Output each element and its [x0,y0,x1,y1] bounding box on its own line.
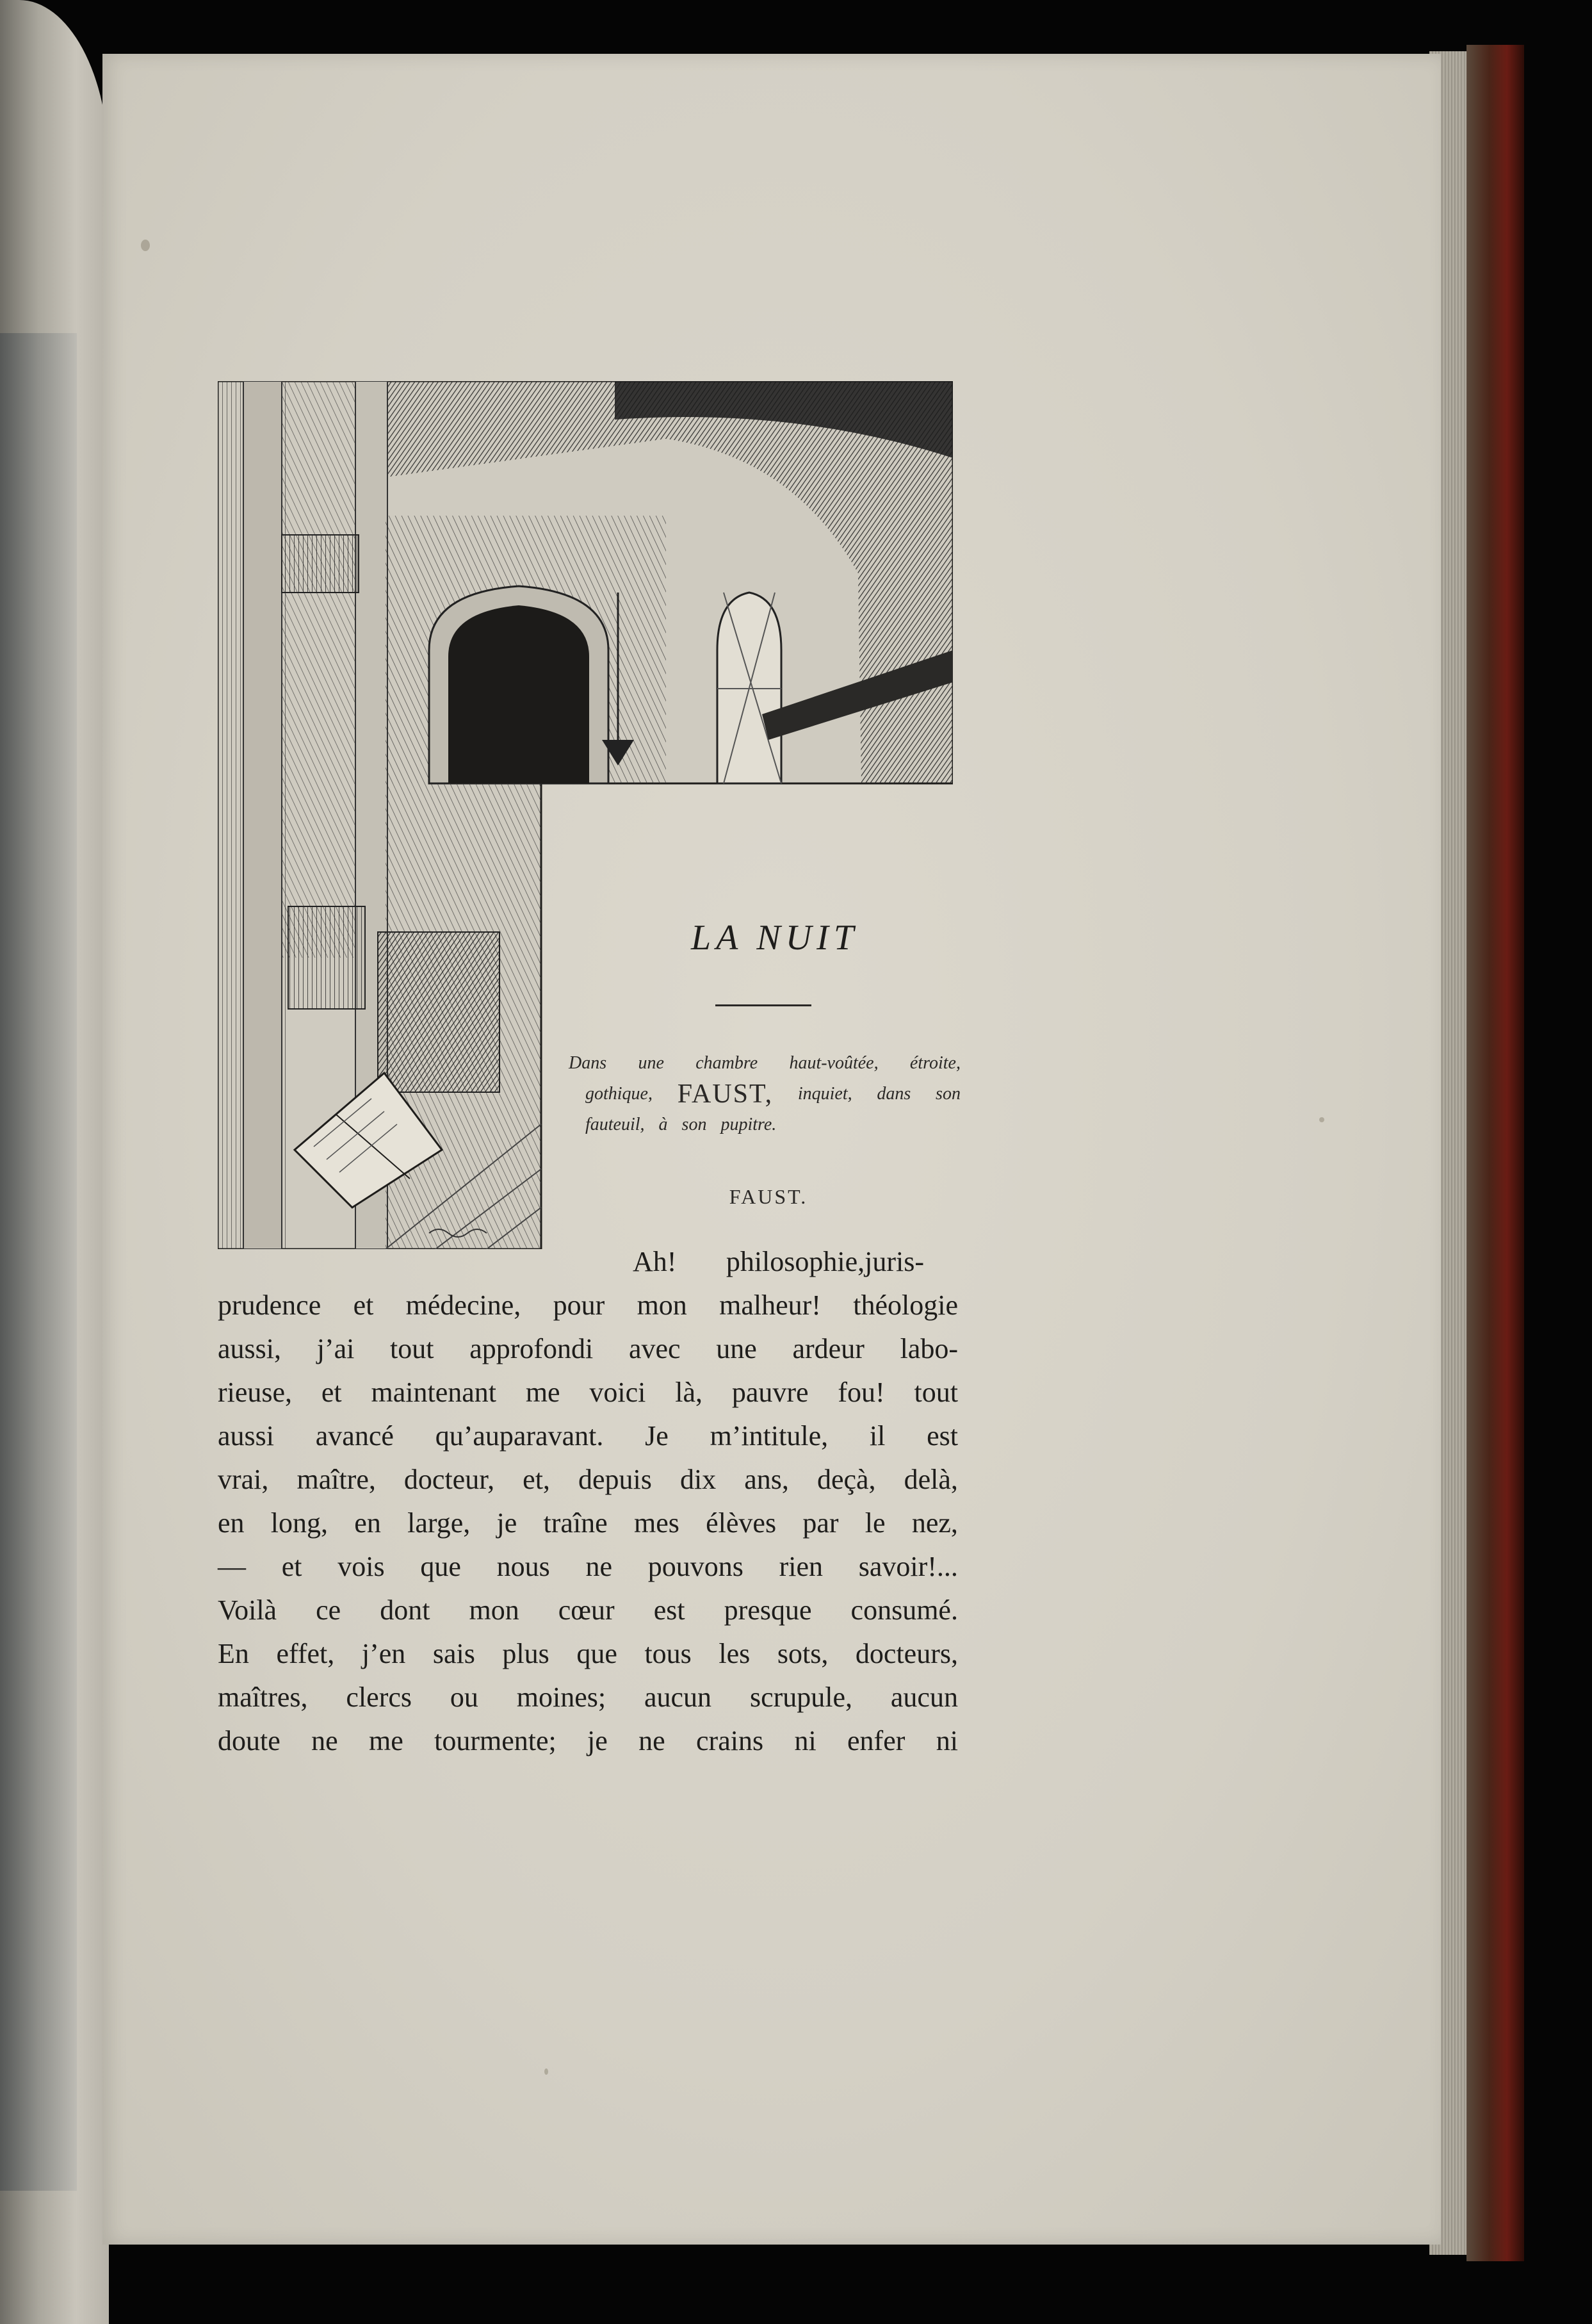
word: moines; [516,1682,606,1713]
text-line [218,1719,958,1763]
word: scrupule, [749,1682,853,1713]
word: dont [380,1594,430,1626]
word: sais [432,1638,475,1669]
word: — [218,1551,246,1582]
word: fou! [838,1377,885,1408]
word: me [368,1725,403,1756]
word: avec [628,1333,681,1364]
word: là, [675,1377,703,1408]
text-line [218,1632,958,1676]
word: tout [390,1333,434,1364]
word: je [587,1725,608,1756]
word: j’ai [316,1333,355,1364]
stage-word: inquiet, [797,1084,852,1104]
text-line [218,1414,958,1458]
paper-spot [544,2068,548,2075]
stage-direction-line [569,1109,961,1140]
word: nez, [911,1507,958,1539]
stage-direction-line [569,1048,961,1079]
body-text [218,1240,958,1763]
word: traîne [543,1507,608,1539]
word: pour [553,1289,605,1321]
word: tout [914,1377,958,1408]
word: vois [337,1551,385,1582]
word: savoir!... [858,1551,958,1582]
word: ardeur [792,1333,865,1364]
word: enfer [847,1725,906,1756]
word: en [354,1507,381,1539]
text-line-content [218,1719,958,1763]
left-page-shadow [0,333,77,2191]
word: doute [218,1725,280,1756]
word: prudence [218,1289,321,1321]
word: j’en [361,1638,406,1669]
word: par [802,1507,839,1539]
word: Je [645,1420,669,1452]
word: depuis [578,1464,652,1495]
word: large, [407,1507,471,1539]
text-line-content [218,1458,958,1502]
stage-direction [569,1048,961,1140]
chapter-title: LA NUIT [691,918,859,958]
word: consumé. [850,1594,958,1626]
word: ce [316,1594,341,1626]
word: aussi, [218,1333,281,1364]
word: deçà, [816,1464,876,1495]
word: approfondi [469,1333,594,1364]
stage-word: fauteuil, [585,1115,645,1134]
word: que [576,1638,617,1669]
paper-spot [1319,1117,1324,1122]
word: me [525,1377,560,1408]
word: et [353,1289,374,1321]
word: En [218,1638,249,1669]
word: avancé [315,1420,394,1452]
word: qu’auparavant. [435,1420,604,1452]
word: docteurs, [855,1638,958,1669]
word: tous [644,1638,692,1669]
word: labo- [900,1333,958,1364]
stage-word: dans [877,1084,911,1104]
text-line [218,1240,958,1284]
word: mes [633,1507,679,1539]
word: malheur! [719,1289,821,1321]
word: que [420,1551,461,1582]
word: ni [794,1725,816,1756]
word: long, [270,1507,329,1539]
word: maîtres, [218,1682,308,1713]
text-line [218,1284,958,1327]
word: en [218,1507,245,1539]
text-line [218,1371,958,1414]
word: mon [637,1289,687,1321]
word: rieuse, [218,1377,293,1408]
stage-word: étroite, [909,1053,961,1073]
word: sots, [777,1638,829,1669]
word: est [653,1594,685,1626]
text-line [218,1458,958,1502]
text-line-content [218,1676,958,1719]
word: ne [311,1725,338,1756]
word: élèves [706,1507,777,1539]
word: le [865,1507,886,1539]
paper-spot [141,240,150,251]
text-line-content [218,1589,958,1632]
word: les [719,1638,751,1669]
text-line-content [218,1284,958,1327]
word: et, [523,1464,550,1495]
word: aucun [644,1682,712,1713]
stage-word: son [936,1084,961,1104]
word: juris- [865,1246,925,1277]
word: tourmente; [434,1725,556,1756]
word: pauvre [731,1377,809,1408]
stage-word: pupitre. [720,1115,777,1134]
word: m’intitule, [710,1420,829,1452]
word: médecine, [405,1289,521,1321]
word: effet, [276,1638,335,1669]
text-line [218,1589,958,1632]
stage-direction-line [569,1079,961,1109]
stage-word: son [681,1115,707,1134]
text-line [218,1502,958,1545]
speaker-label: FAUST. [729,1185,808,1208]
book-spine [1466,45,1524,2261]
word: nous [496,1551,550,1582]
word: docteur, [403,1464,495,1495]
text-line-content [218,1545,958,1589]
word: maintenant [371,1377,496,1408]
word: théologie [853,1289,958,1321]
text-line [218,1676,958,1719]
stage-word: Dans [569,1053,607,1073]
word: dix [679,1464,717,1495]
word: plus [502,1638,549,1669]
word: delà, [904,1464,958,1495]
word: cœur [558,1594,615,1626]
title-rule [715,1004,811,1006]
word: une [716,1333,757,1364]
word: vrai, [218,1464,269,1495]
text-line-content [633,1240,958,1284]
word: presque [724,1594,812,1626]
word: et [321,1377,342,1408]
word: ou [450,1682,478,1713]
text-line-content [218,1371,958,1414]
word: je [496,1507,517,1539]
text-line-content [218,1414,958,1458]
stage-word: chambre [695,1053,758,1073]
word: voici [589,1377,646,1408]
word: pouvons [647,1551,743,1582]
word: est [927,1420,958,1452]
word: ni [936,1725,958,1756]
text-line-content [218,1632,958,1676]
text-line-content [218,1502,958,1545]
word: aussi [218,1420,274,1452]
word: Voilà [218,1594,277,1626]
text-line [218,1545,958,1589]
word: rien [779,1551,823,1582]
word: philosophie, [726,1246,865,1277]
word: clercs [346,1682,412,1713]
word: ne [638,1725,665,1756]
character-name: FAUST, [677,1079,774,1109]
word: ne [585,1551,612,1582]
word: ans, [744,1464,789,1495]
word: il [869,1420,886,1452]
stage-word: à [658,1115,668,1134]
text-line-content [218,1327,958,1371]
word: mon [469,1594,519,1626]
word: maître, [296,1464,376,1495]
word: aucun [890,1682,958,1713]
word: Ah! [633,1246,677,1277]
word: et [281,1551,302,1582]
stage-word: une [638,1053,664,1073]
word: crains [696,1725,764,1756]
stage-word: haut-voûtée, [789,1053,879,1073]
stage-word: gothique, [585,1084,653,1104]
text-line [218,1327,958,1371]
